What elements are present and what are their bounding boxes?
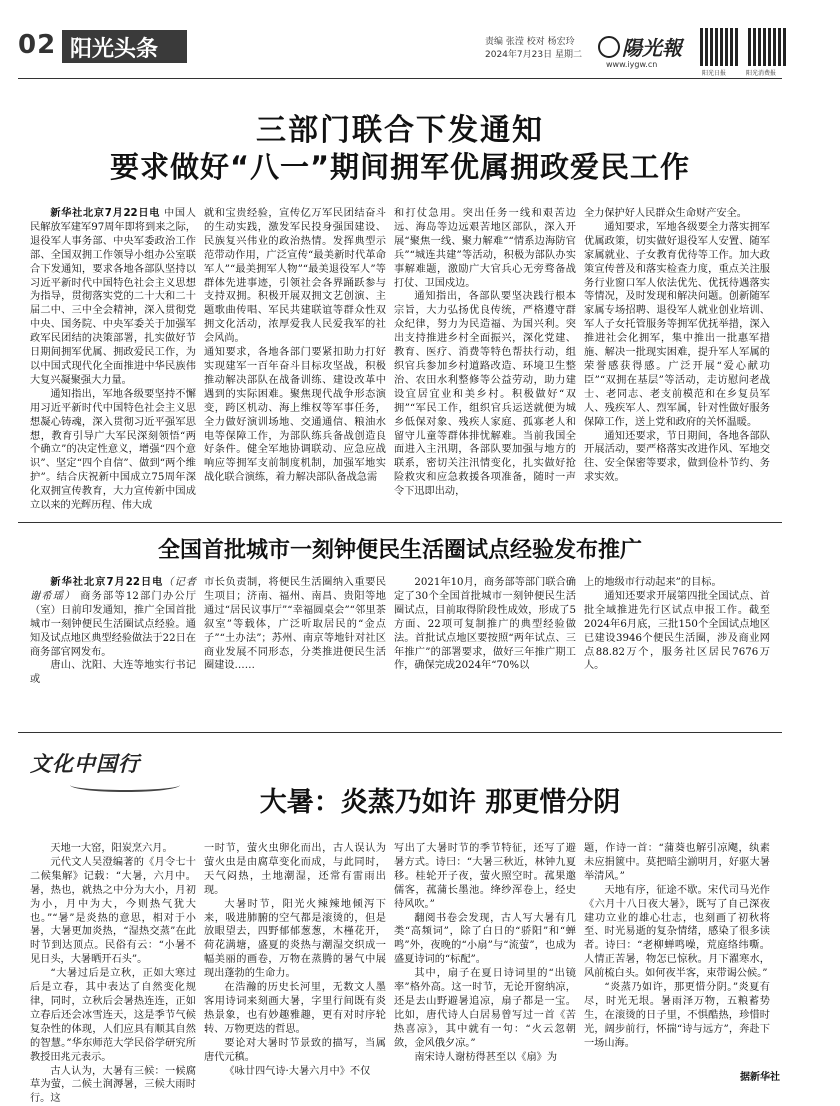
article2-text: 通知还要求开展第四批全国试点、首批全域推进先行区试点申报工作。截至2024年6月底，三批150个全国试点地区已建设3946个便民生活圈，涉及商业网点88.82万个，服务社区居民7676万人。: [584, 590, 770, 673]
article3-text: 一时节，萤火虫卵化而出，古人误认为萤火虫是由腐草变化而成，与此同时，天气闷热，土地潮湿，还常有雷雨出现。: [204, 842, 386, 898]
article-divider: [18, 522, 782, 523]
qr-code-icon: [700, 28, 738, 66]
article1-text: 通知要求，各地各部门要紧扣助力打好实现建军一百年奋斗目标攻坚战，积极推动解决部队在战备训练、建设改革中遇到的实际困难。聚焦现代战争形态演变，跨区机动、海上维权等军事任务，全力做好演训场地、交通通信、粮油水电等保障工作，为部队练兵备战创造良好条件。健全军地协调联动、应急应战响应等拥军支前制度机制，加强军地实战化联合演练，着力解决部队备战急需: [204, 346, 386, 485]
article1-text: 中国人民解放军建军97周年即将到来之际，退役军人事务部、中央军委政治工作部、全国双拥工作领导小组办公室联合下发通知，要求各地各部队坚持以习近平新时代中国特色社会主义思想为指导，贯彻落实党的二十大和二十届二中、三中全会精神，深入贯彻党中央、国务院、中央军委关于加强军政军民团结的决策部署，扎实做好节日期间拥军优属、拥政爱民工作，为以中国式现代化全面推进中华民族伟大复兴凝聚强大力量。: [30, 208, 196, 386]
article3-text: 翻阅书卷会发现，古人写大暑有几类“高频词”，除了白日的“骄阳”和“蝉鸣”外，夜晚的“小扇”与“流萤”，也成为盛夏诗词的“标配”。: [394, 912, 576, 968]
article3-text: “大暑过后是立秋，正如大寒过后是立春，其中表达了自然变化规律，同时，立秋后会暑热连连，正如立春后还会冰雪连天，这是季节气候复杂性的体现，人们应具有顺其自然的智慧。”华东师范大学民俗学研究所教授田兆元表示。: [30, 967, 196, 1064]
article2-column-1: [30, 576, 196, 726]
article-divider: [18, 732, 782, 733]
article2-text: 市长负责制，将便民生活圈纳入重要民生项目；济南、福州、南昌、贵阳等地通过“居民议事厅”“幸福圆桌会”“邻里茶叙室”等载体，广泛听取居民的“金点子”“土办法”；苏州、南京等地针对社区商业发展不同形态，分类推进便民生活圈建设……: [204, 576, 386, 673]
qr-code-icon: [748, 28, 786, 66]
header-divider: [18, 78, 782, 79]
article3-text: 在浩瀚的历史长河里，无数文人墨客用诗词来刻画大暑，字里行间既有炎热景象，也有妙趣雅趣，更有对时序轮转、万物更迭的哲思。: [204, 981, 386, 1037]
article2-column-4: [584, 576, 770, 726]
article3-column-2: [204, 842, 386, 1066]
article3-text: 《咏廿四气诗·大暑六月中》不仅: [204, 1065, 386, 1079]
issue-date: 2024年7月23日 星期二: [485, 49, 582, 62]
article3-text: 题，作诗一首：“蒲葵也解引凉飔，纨素未应捐篋中。莫把暗尘湔明月，好驱大暑举清风。”: [584, 842, 770, 884]
article1-text: 就和宝贵经验，宣传亿万军民团结奋斗的生动实践，激发军民投身强国建设、民族复兴伟业的政治热情。发挥典型示范带动作用，广泛宣传“最美新时代革命军人”“最美拥军人物”“最美退役军人”等群体先进事迹，引领社会各界踊跃参与支持双拥。积极开展双拥文艺创演、主题歌曲传唱、军民共建联谊等群众性双拥文化活动，浓厚爱我人民爱我军的社会风尚。: [204, 207, 386, 346]
article3-headline: 大暑：炎蒸乃如许 那更惜分阴: [40, 780, 840, 819]
article3-text: 大暑时节，阳光火辣辣地倾泻下来，吸进肺腑的空气都是滚烫的，但是放眼望去，四野郁郁葱葱，木槿花开，荷花满塘，盛夏的炎热与潮湿交织成一幅美丽的画卷，万物在蒸腾的暑气中展现出蓬勃的生命力。: [204, 898, 386, 981]
article2-reporter: （记者 谢希瑶）: [30, 577, 196, 602]
page-header: [0, 0, 800, 72]
article2-column-2: [204, 576, 386, 726]
qr2-label: 阳光消费报: [746, 68, 776, 77]
article1-dateline: 新华社北京7月22日电: [50, 208, 160, 219]
newspaper-logo: [598, 30, 693, 60]
article1-text: 和打仗急用。突出任务一线和艰苦边远、海岛等边远艰苦地区部队，深入开展“聚焦一线、聚力解难”“情系边海防官兵”“城连共建”等活动，积极为部队办实事解难题，激励广大官兵心无旁骛备战打仗、卫国戍边。: [394, 207, 576, 290]
article3-text: 写出了大暑时节的季节特征，还写了避暑方式。诗曰：“大暑三秋近，林钟九夏移。桂轮开子夜，萤火照空时。菰果邀儒客，菰蒲长墨池。绛纱浑卷上，经史待风吹。”: [394, 842, 576, 912]
sun-logo-icon: [598, 36, 620, 58]
article2-dateline: 新华社北京7月22日电: [50, 577, 163, 588]
article1-column-1: [30, 207, 196, 517]
article2-text: 上的地级市行动起来”的目标。: [584, 576, 770, 590]
column-logo-text: 文化中国行: [30, 748, 140, 778]
article3-text: 南宋诗人谢枋得甚至以《扇》为: [394, 1051, 576, 1065]
article3-column-1: [30, 842, 196, 1066]
article1-column-4: [584, 207, 770, 517]
article3-column-3: [394, 842, 576, 1066]
article1-text: 通知还要求，节日期间，各地各部队开展活动，要严格落实改进作风、军地交往、安全保密等要求，做到俭朴节约、务求实效。: [584, 430, 770, 486]
article1-column-2: [204, 207, 386, 517]
article2-text: 2021年10月，商务部等部门联合确定了30个全国首批城市一刻钟便民生活圈试点，目前取得阶段性成效，形成了5方面、22项可复制推广的典型经验做法。首批试点地区要按照“两年试点、三年推广”的部署要求，做好三年推广期工作，确保完成2024年“70%以: [394, 576, 576, 673]
article3-text: “炎蒸乃如许，那更惜分阴。”炎夏有尽，时光无垠。暑雨泽万物，五粮蓄势生，在滚烫的日子里，不惧酷热，珍惜时光，阔步前行，怀揣“诗与远方”，奔赴下一场山海。: [584, 981, 770, 1051]
article2-text: 唐山、沈阳、大连等地实行书记或: [30, 659, 196, 687]
article1-headline-line2: 要求做好“八一”期间拥军优属拥政爱民工作: [0, 145, 800, 186]
article1-headline-line1: 三部门联合下发通知: [0, 105, 800, 149]
article3-text: 天地一大窑，阳炭烹六月。: [30, 842, 196, 856]
section-title: 阳光头条: [70, 32, 158, 63]
article2-column-3: [394, 576, 576, 726]
page-number: 02: [18, 30, 56, 60]
article3-column-4: [584, 842, 770, 1060]
article1-text: 通知要求，军地各级要全力落实拥军优属政策，切实做好退役军人安置、随军家属就业、子女教育优待等工作。加大政策宣传普及和落实检查力度，重点关注服务行业窗口军人依法优先、优抚待遇落实等情况，及时发现和解决问题。创新随军家属专场招聘、退役军人就业创业培训、军人子女托管服务等拥军优抚举措，深入推进社会化拥军，集中推出一批惠军措施、解决一批现实困难，提升军人军属的荣誉感获得感。广泛开展“爱心献功臣”“双拥在基层”等活动，走访慰问老战士、老同志、老支前模范和在乡复员军人、残疾军人、烈军属，针对性做好服务保障工作，送上党和政府的关怀温暖。: [584, 221, 770, 430]
article1-text: 全力保护好人民群众生命财产安全。: [584, 207, 770, 221]
article1-column-3: [394, 207, 576, 517]
article1-text: 通知指出，各部队要坚决践行根本宗旨，大力弘扬优良传统，严格遵守群众纪律，努力为民造福、为国兴利。突出支持推进乡村全面振兴，深化党建、教育、医疗、消费等特色帮扶行动，组织官兵参加乡村道路改造、环境卫生整治、农田水利整修等公益劳动，助力建设宜居宜业和美乡村。积极做好“双拥”“军民工作，组织官兵运送就便为城乡低保对象、残疾人家庭、孤寡老人和留守儿童等群体排忧解难。当前我国全面进入主汛期，各部队要加强与地方的联系，密切关注汛情变化，扎实做好抢险救灾和应急救援各项准备，随时一声令下迅即出动，: [394, 290, 576, 499]
article1-text: 通知指出，军地各级要坚持不懈用习近平新时代中国特色社会主义思想凝心铸魂，深入贯彻习近平强军思想，教育引导广大军民深刻领悟“两个确立”的决定性意义，增强“四个意识”、坚定“四个自信”、做到“两个维护”。结合庆祝新中国成立75周年深化双拥宣传教育，大力宣传新中国成立以来的光辉历程、伟大成: [30, 388, 196, 513]
article3-text: 古人认为，大暑有三候：一候腐草为萤，二候土润溽暑，三候大雨时行。这: [30, 1065, 196, 1106]
article3-text: 其中，扇子在夏日诗词里的“出镜率”格外高。这一时节，无论开窗纳凉，还是去山野避暑追凉，扇子都是一宝。比如，唐代诗人白居易曾写过一首《苦热喜凉》，其中就有一句：“火云忽朝敛，金风俄夕凉。”: [394, 967, 576, 1050]
article2-headline: 全国首批城市一刻钟便民生活圈试点经验发布推广: [0, 533, 800, 564]
article3-source: 据新华社: [740, 1068, 780, 1083]
article3-text: 要论对大暑时节景致的描写，当属唐代元稹。: [204, 1037, 386, 1065]
article2-text: 商务部等12部门办公厅（室）日前印发通知，推广全国首批城市一刻钟便民生活圈试点经验。通知及试点地区典型经验做法于22日在商务部官网发布。: [30, 591, 196, 658]
header-meta: [485, 36, 582, 62]
article3-text: 元代文人吴澄编著的《月令七十二候集解》记载：“大暑，六月中。暑，热也，就热之中分为大小，月初为小，月中为大，今则热气犹大也。”“暑”是炎热的意思，相对于小暑，大暑更加炎热，“湿热交蒸”在此时节到达顶点。民俗有云：“小暑不见日头，大暑晒开石头”。: [30, 856, 196, 967]
website-url: www.iygw.cn: [606, 60, 657, 69]
article3-text: 天地有序，征途不歇。宋代司马光作《六月十八日夜大暑》，既写了自己深夜建功立业的雄心壮志，也刻画了初秋将至、时光易逝的复杂情绪，感染了很多读者。诗曰：“老柳蝉鸣噪，荒庭络纬嘶。人情正苦暑，物怎已惊秋。月下濯寒水，风前梳白头。如何夜半客，束带谒公候。”: [584, 884, 770, 981]
qr1-label: 阳光日报: [702, 68, 726, 77]
logo-text: 陽光報: [622, 32, 682, 61]
editors-line: 责编 张滢 校对 杨宏玲: [485, 36, 582, 49]
